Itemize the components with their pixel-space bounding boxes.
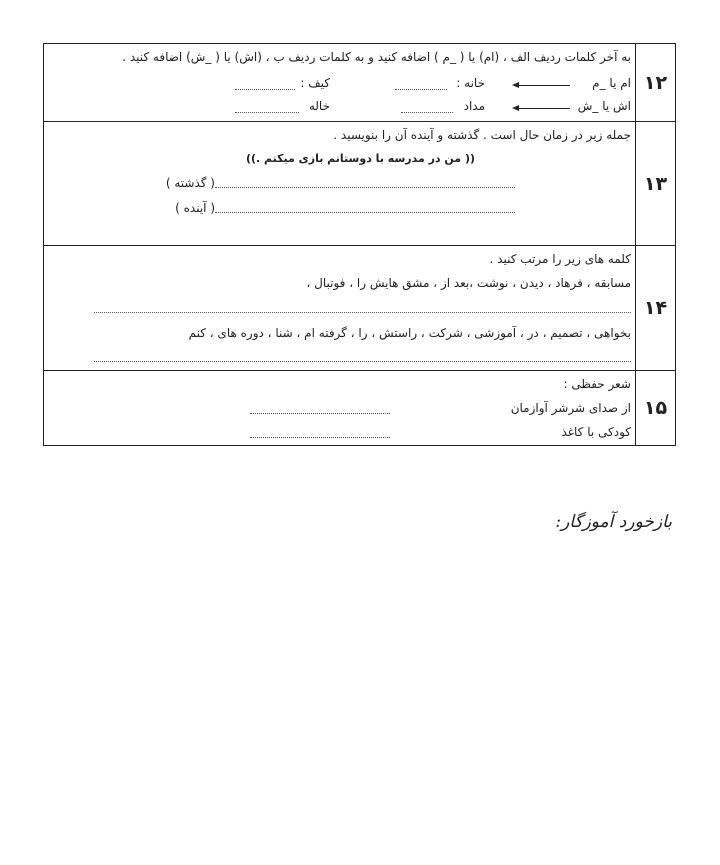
teacher-feedback-label: بازخورد آموزگار: [555,512,672,532]
answer-blank[interactable] [235,112,299,113]
answer-blank[interactable] [94,361,631,362]
word-set-2: بخواهی ، تصمیم ، در ، آموزشی ، شرکت ، راستش ، را ، گرفته ام ، شنا ، دوره های ، کنم [188,326,631,340]
word: مداد [463,99,485,113]
question-14 [44,246,675,371]
instruction: جمله زیر در زمان حال است . گذشته و آینده آن را بنویسید . [333,128,631,142]
row-a-label: ام یا _م [592,76,631,90]
questions-table [43,43,676,446]
question-number: ۱۲ [635,44,675,121]
poem-line-1: از صدای شرشر آوازمان [510,401,631,415]
arrow-icon [514,108,570,109]
row-b-label: اش یا _ش [577,99,631,113]
answer-blank[interactable] [94,312,631,313]
poem-line-2: کودکی با کاغذ [561,425,631,439]
sentence: (( من در مدرسه با دوستانم بازی میکنم .)) [245,152,475,165]
answer-blank[interactable] [395,89,447,90]
word: خاله [308,99,330,113]
answer-blank[interactable] [401,112,453,113]
question-number: ۱۴ [635,246,675,370]
question-15 [44,371,675,445]
answer-blank[interactable] [250,437,390,438]
word-set-1: مسابقه ، فرهاد ، دیدن ، نوشت ،بعد از ، مشق هایش را ، فوتبال ، [306,276,631,290]
answer-blank[interactable] [235,89,295,90]
answer-blank[interactable] [215,187,515,188]
future-label: ( آینده ) [175,201,215,215]
question-number: ۱۵ [635,371,675,445]
arrow-icon [514,85,570,86]
poem-title: شعر حفظی : [563,377,631,391]
instruction: به آخر کلمات ردیف الف ، (ام) یا ( _م ) اضافه کنید و به کلمات ردیف ب ، (اش) یا ( _ش) اضافه کنید . [122,50,631,64]
word: خانه : [456,76,485,90]
question-13 [44,122,675,246]
answer-blank[interactable] [215,212,515,213]
word: کیف : [300,76,330,90]
instruction: کلمه های زیر را مرتب کنید . [489,252,631,266]
question-12 [44,44,675,122]
past-label: ( گذشته ) [165,176,215,190]
question-number: ۱۳ [635,122,675,245]
answer-blank[interactable] [250,413,390,414]
